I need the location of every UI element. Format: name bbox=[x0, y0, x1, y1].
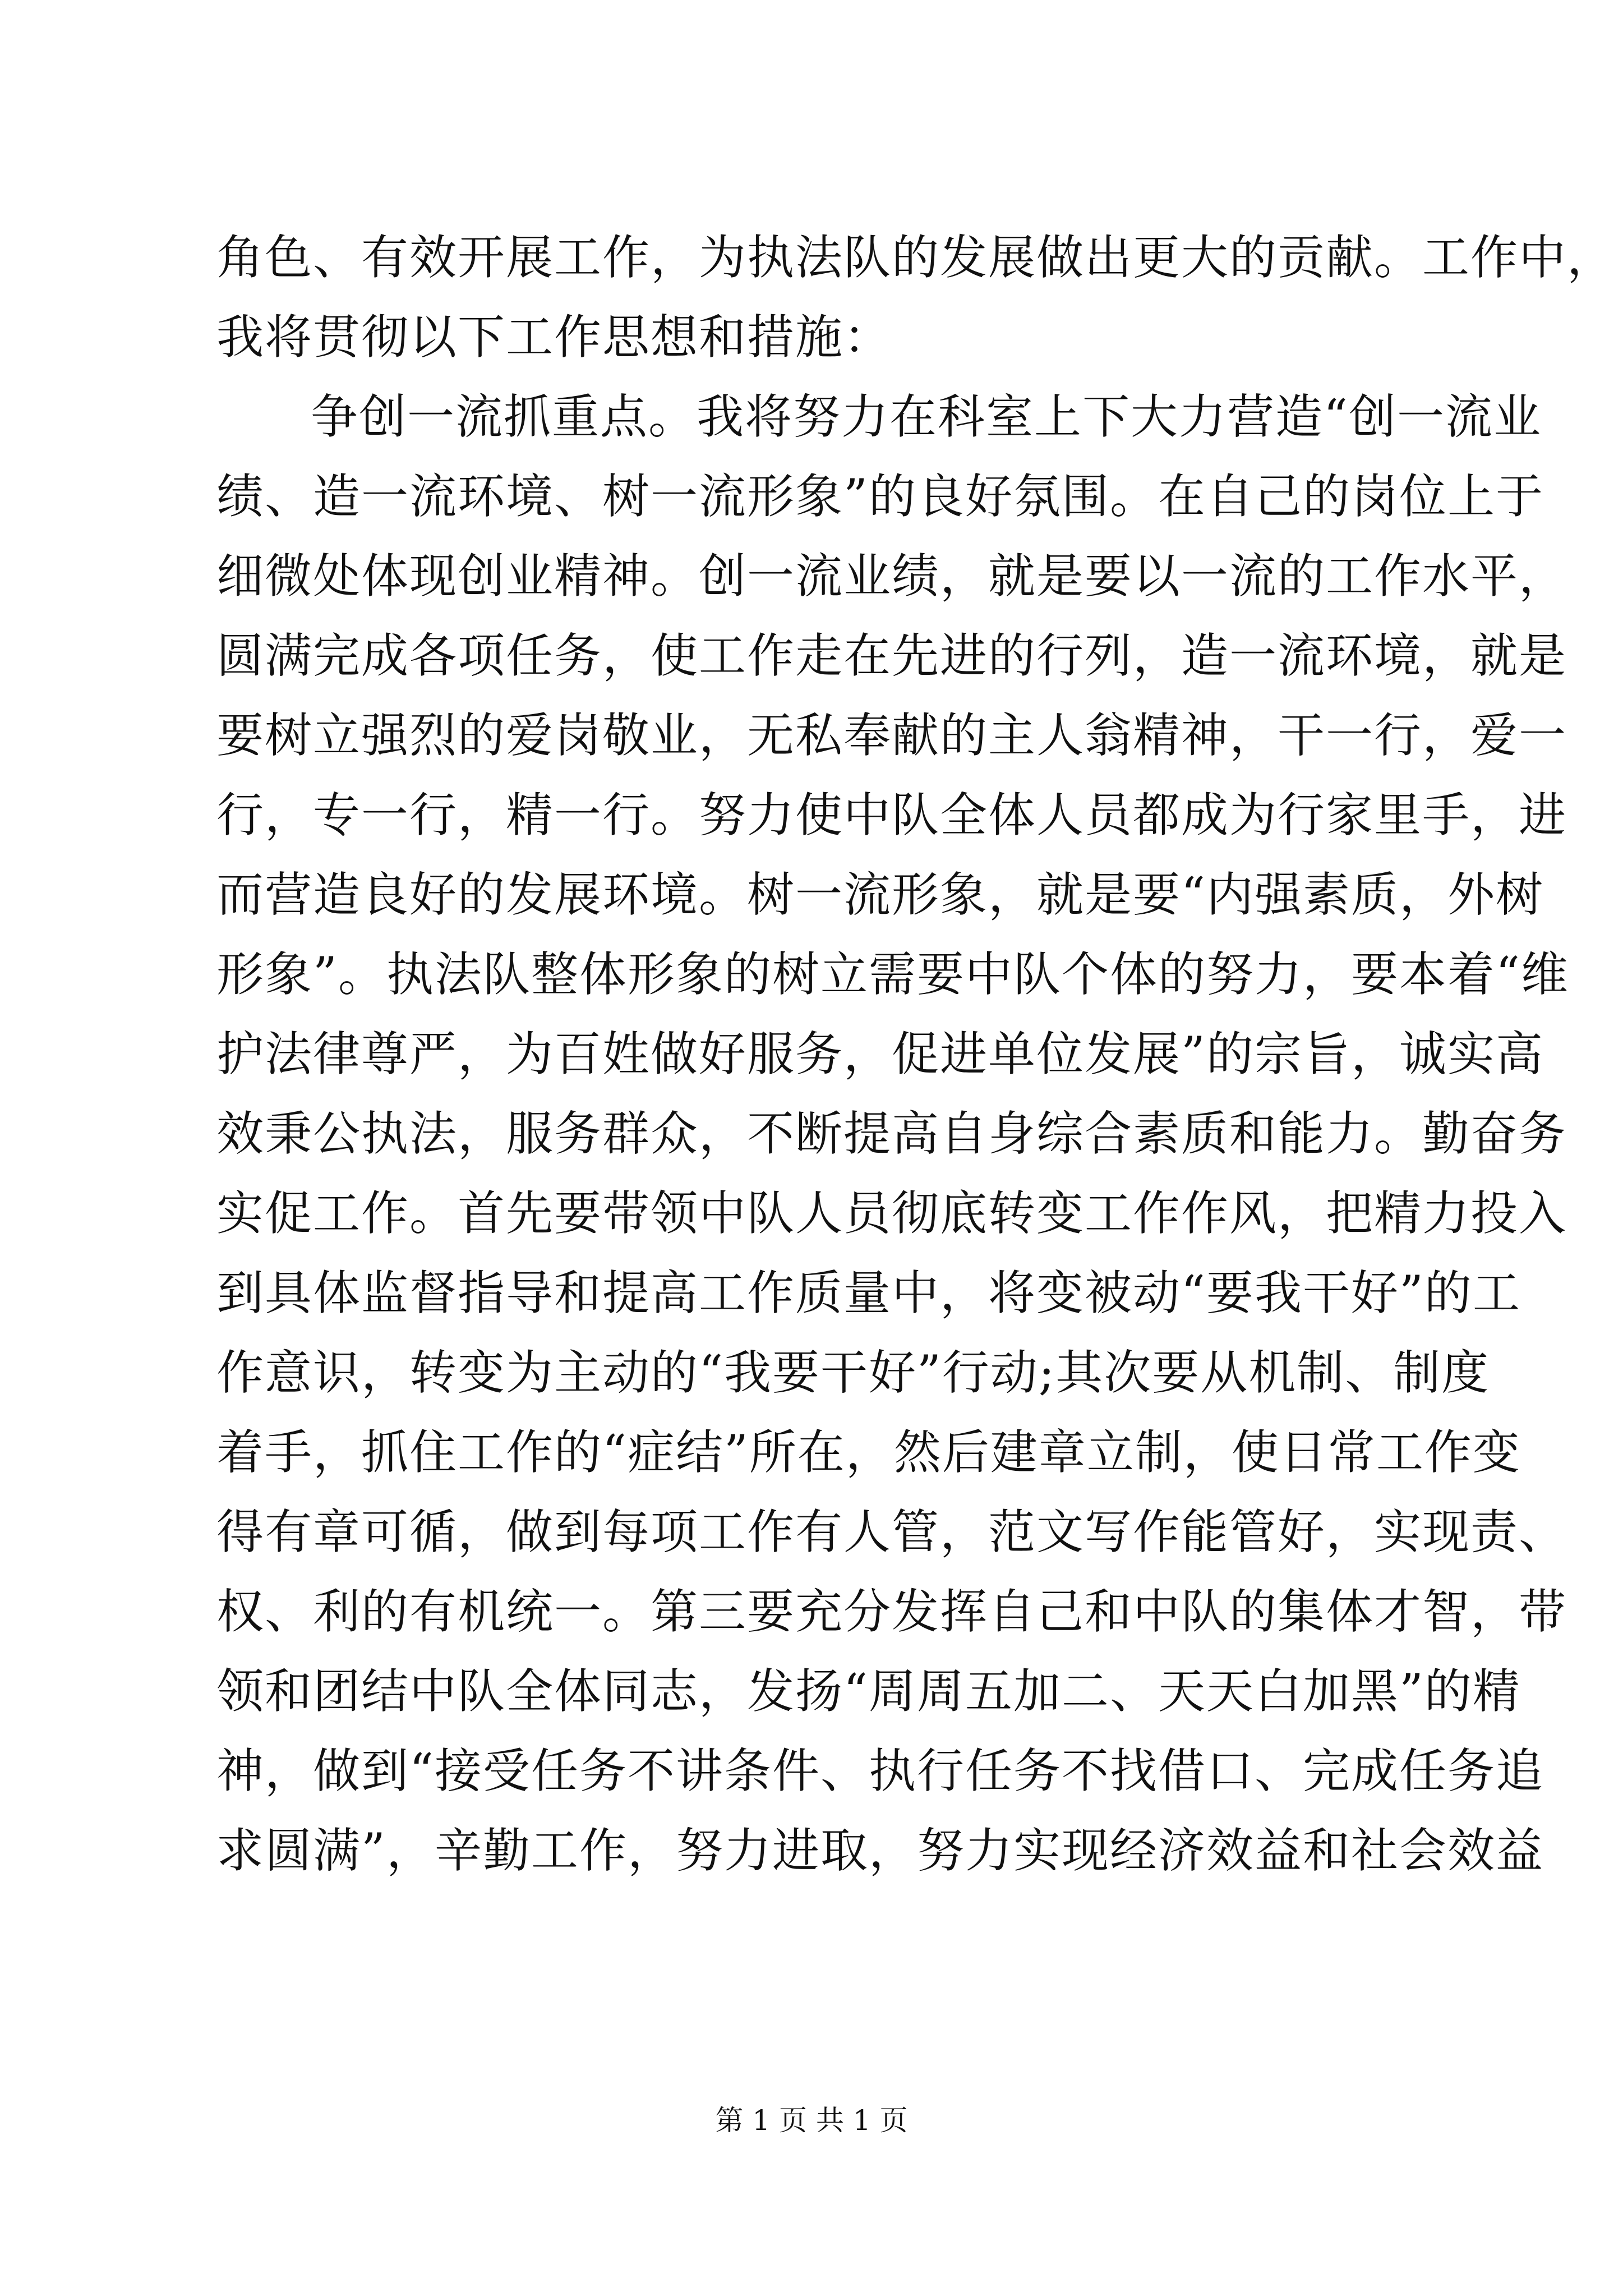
page-footer bbox=[0, 2101, 1623, 2140]
document-body bbox=[216, 218, 1616, 1890]
text-line: 领和团结中队全体同志，发扬“周周五加二、天天白加黑”的精 bbox=[216, 1664, 1521, 1719]
text-line: 圆满完成各项任务，使工作走在先进的行列，造一流环境，就是 bbox=[216, 628, 1567, 683]
text-line: 形象”。执法队整体形象的树立需要中队个体的努力，要本着“维 bbox=[216, 947, 1569, 1002]
text-line: 而营造良好的发展环境。树一流形象，就是要“内强素质，外树 bbox=[216, 867, 1544, 922]
text-line: 行，专一行，精一行。努力使中队全体人员都成为行家里手，进 bbox=[216, 788, 1567, 843]
text-line: 细微处体现创业精神。创一流业绩，就是要以一流的工作水平， bbox=[216, 549, 1567, 604]
text-line: 效秉公执法，服务群众，不断提高自身综合素质和能力。勤奋务 bbox=[216, 1106, 1567, 1161]
text-line: 神，做到“接受任务不讲条件、执行任务不找借口、完成任务追 bbox=[216, 1743, 1544, 1798]
text-line: 到具体监督指导和提高工作质量中，将变被动“要我干好”的工 bbox=[216, 1266, 1521, 1320]
text-line: 角色、有效开展工作，为执法队的发展做出更大的贡献。工作中， bbox=[216, 230, 1616, 285]
text-line: 着手，抓住工作的“症结”所在，然后建章立制，使日常工作变 bbox=[216, 1425, 1521, 1480]
text-line: 我将贯彻以下工作思想和措施： bbox=[216, 310, 892, 365]
text-line: 绩、造一流环境、树一流形象”的良好氛围。在自己的岗位上于 bbox=[216, 469, 1544, 524]
text-line: 护法律尊严，为百姓做好服务，促进单位发展”的宗旨，诚实高 bbox=[216, 1027, 1544, 1082]
paragraph-first-line: 争创一流抓重点。我将努力在科室上下大力营造“创一流业 bbox=[311, 389, 1542, 444]
text-line: 要树立强烈的爱岗敬业，无私奉献的主人翁精神，干一行，爱一 bbox=[216, 708, 1567, 763]
text-line: 求圆满”，辛勤工作，努力进取，努力实现经济效益和社会效益 bbox=[216, 1823, 1544, 1878]
text-line: 权、利的有机统一。第三要充分发挥自己和中队的集体才智，带 bbox=[216, 1584, 1567, 1639]
text-line: 作意识，转变为主动的“我要干好”行动;其次要从机制、制度 bbox=[216, 1345, 1490, 1400]
page-number-label: 第 1 页 共 1 页 bbox=[715, 2104, 908, 2137]
text-line: 得有章可循，做到每项工作有人管，范文写作能管好，实现责、 bbox=[216, 1504, 1567, 1559]
text-line: 实促工作。首先要带领中队人员彻底转变工作作风，把精力投入 bbox=[216, 1186, 1567, 1241]
